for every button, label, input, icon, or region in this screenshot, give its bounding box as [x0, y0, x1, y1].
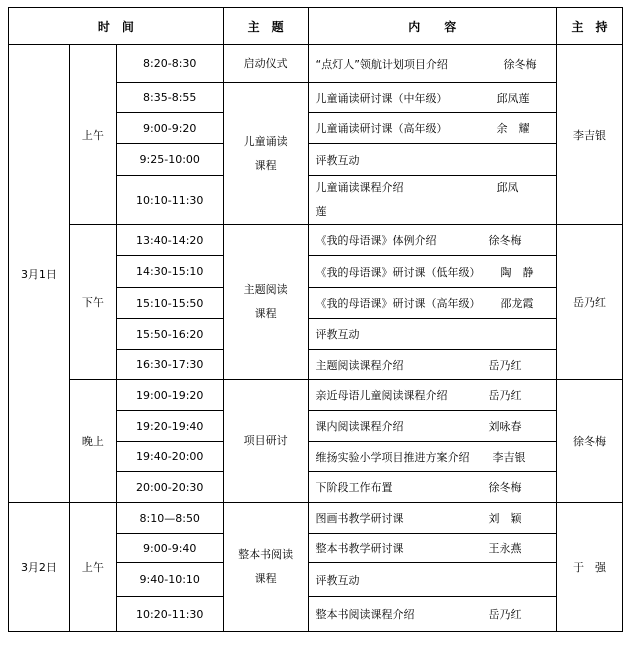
speaker-name: 岳乃红	[488, 358, 522, 372]
content-cell	[308, 350, 557, 380]
table-row	[9, 380, 623, 411]
content-text: 评教互动	[315, 573, 360, 587]
speaker-name: 徐冬梅	[488, 234, 522, 247]
content-text: 评教互动	[315, 153, 360, 167]
content-cell	[308, 597, 557, 632]
content-text: 整本书教学研讨课	[315, 542, 404, 555]
time-cell: 14:30-15:10	[116, 256, 223, 288]
time-cell: 8:35-8:55	[116, 83, 223, 113]
content-text: 《我的母语课》体例介绍	[315, 234, 437, 247]
speaker-name: 岳乃红	[488, 389, 522, 402]
content-cell	[308, 380, 557, 411]
table-row	[9, 45, 623, 83]
date-cell: 3月2日	[9, 503, 70, 632]
time-cell: 15:50-16:20	[116, 319, 223, 350]
time-cell: 15:10-15:50	[116, 288, 223, 319]
table-row	[9, 503, 623, 534]
header-host: 主 持	[557, 8, 623, 45]
content-cell	[308, 472, 557, 503]
time-cell: 19:20-19:40	[116, 411, 223, 442]
content-text: 课内阅读课程介绍	[315, 420, 404, 433]
speaker-name: 邱凤莲	[496, 91, 530, 105]
period-cell: 上午	[69, 45, 116, 225]
content-cell	[308, 411, 557, 442]
speaker-name: 徐冬梅	[488, 481, 522, 494]
time-cell: 10:10-11:30	[116, 176, 223, 225]
content-text-line2: 莲	[315, 205, 327, 218]
header-row	[9, 8, 623, 45]
time-cell: 8:20-8:30	[116, 45, 223, 83]
host-cell: 徐冬梅	[557, 380, 623, 503]
content-cell	[308, 256, 557, 288]
content-cell	[308, 45, 557, 83]
speaker-name: 余 耀	[496, 122, 530, 135]
content-cell	[308, 503, 557, 534]
content-cell	[308, 176, 557, 225]
time-cell: 20:00-20:30	[116, 472, 223, 503]
content-cell	[308, 113, 557, 144]
content-cell	[308, 83, 557, 113]
content-cell	[308, 225, 557, 256]
content-text: 图画书教学研讨课	[315, 512, 404, 525]
time-cell: 9:25-10:00	[116, 144, 223, 176]
time-cell: 8:10—8:50	[116, 503, 223, 534]
time-cell: 9:40-10:10	[116, 563, 223, 597]
content-text: 儿童诵读课程介绍	[315, 181, 404, 194]
period-cell: 下午	[69, 225, 116, 380]
time-cell: 19:40-20:00	[116, 442, 223, 472]
theme-cell: 启动仪式	[223, 45, 308, 83]
content-text: 亲近母语儿童阅读课程介绍	[315, 389, 448, 402]
content-text: 《我的母语课》研讨课（低年级）	[315, 265, 481, 279]
period-cell: 上午	[69, 503, 116, 632]
speaker-name: 刘 颖	[488, 512, 522, 525]
content-cell	[308, 288, 557, 319]
content-text: 维扬实验小学项目推进方案介绍	[315, 450, 470, 464]
time-cell: 19:00-19:20	[116, 380, 223, 411]
speaker-name: 王永燕	[488, 542, 522, 555]
time-cell: 9:00-9:40	[116, 534, 223, 563]
content-cell	[308, 534, 557, 563]
theme-cell: 儿童诵读 课程	[223, 83, 308, 225]
header-theme: 主 题	[223, 8, 308, 45]
content-text: “点灯人”领航计划项目介绍	[315, 57, 448, 71]
content-text: 评教互动	[315, 328, 360, 341]
speaker-name: 刘咏春	[488, 420, 522, 433]
header-content: 内 容	[308, 8, 557, 45]
period-cell: 晚上	[69, 380, 116, 503]
host-cell: 于 强	[557, 503, 623, 632]
content-text: 主题阅读课程介绍	[315, 358, 404, 372]
speaker-name: 邱凤	[496, 181, 519, 194]
content-cell	[308, 319, 557, 350]
header-time: 时 间	[9, 8, 224, 45]
content-text: 儿童诵读研讨课（中年级）	[315, 91, 448, 105]
theme-cell: 项目研讨	[223, 380, 308, 503]
time-cell: 13:40-14:20	[116, 225, 223, 256]
theme-cell: 主题阅读 课程	[223, 225, 308, 380]
speaker-name: 李吉银	[492, 450, 526, 464]
time-cell: 10:20-11:30	[116, 597, 223, 632]
speaker-name: 徐冬梅	[503, 57, 537, 71]
time-cell: 9:00-9:20	[116, 113, 223, 144]
content-text: 儿童诵读研讨课（高年级）	[315, 122, 448, 135]
host-cell: 李吉银	[557, 45, 623, 225]
theme-cell: 整本书阅读 课程	[223, 503, 308, 632]
host-cell: 岳乃红	[557, 225, 623, 380]
time-cell: 16:30-17:30	[116, 350, 223, 380]
content-text: 下阶段工作布置	[315, 481, 393, 494]
table-row	[9, 225, 623, 256]
content-cell	[308, 442, 557, 472]
schedule-table	[8, 7, 623, 632]
speaker-name: 邵龙霞	[500, 297, 534, 310]
speaker-name: 岳乃红	[488, 608, 522, 621]
speaker-name: 陶 静	[500, 265, 534, 279]
date-cell: 3月1日	[9, 45, 70, 503]
content-cell	[308, 563, 557, 597]
content-text: 《我的母语课》研讨课（高年级）	[315, 297, 481, 310]
content-text: 整本书阅读课程介绍	[315, 608, 415, 621]
content-cell	[308, 144, 557, 176]
